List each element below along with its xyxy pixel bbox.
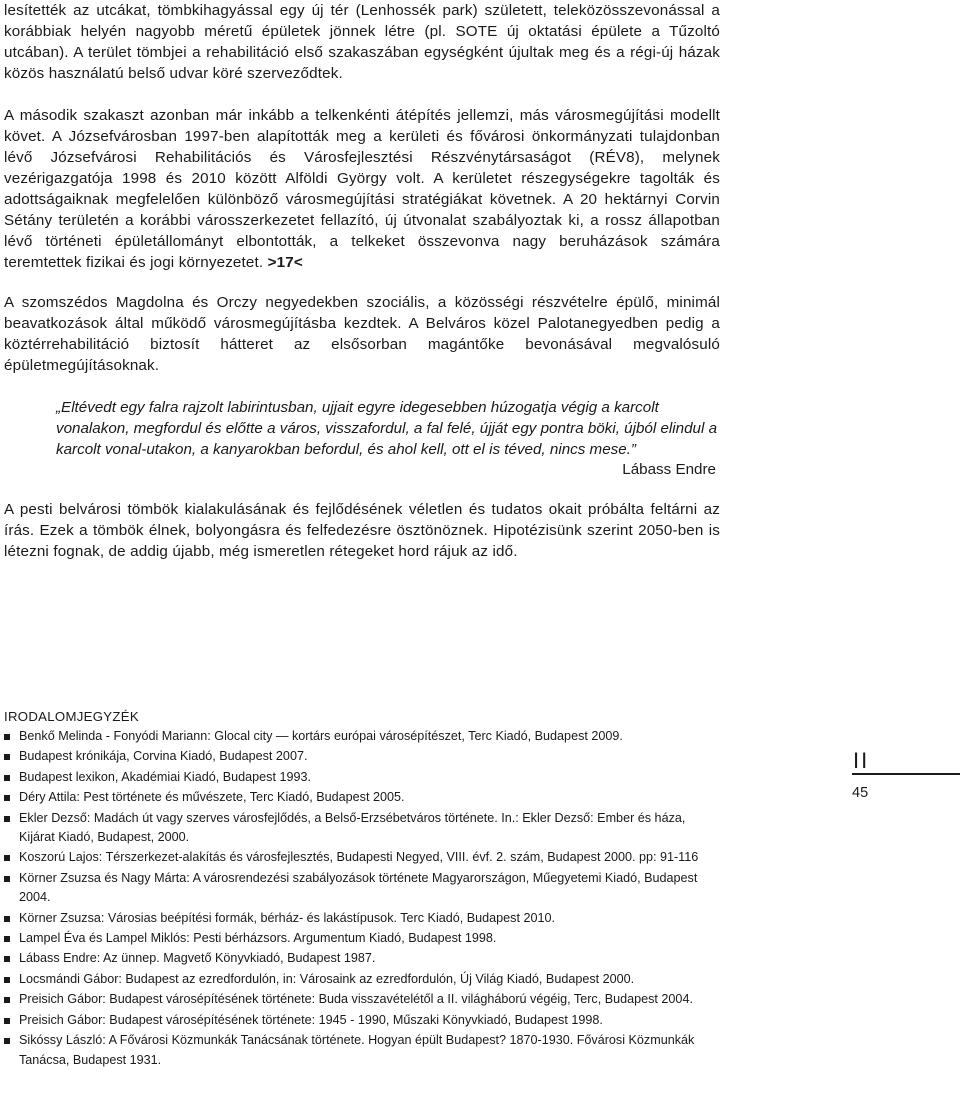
- bibliography-item: Preisich Gábor: Budapest városépítésének története: Buda visszavételétől a II. világháború végéig, Terc, Budapest 2004.: [0, 990, 720, 1009]
- paragraph-4: A pesti belvárosi tömbök kialakulásának és fejlődésének véletlen és tudatos okait próbálta feltárni az írás. Ezek a tömbök élnek, bolyongásra és felfedezésre ösztönöznek. Hipotézisünk szerint 2050-ben is létezni fognak, de addig újabb, még ismeretlen rétegeket hord rájuk az idő.: [4, 501, 720, 560]
- bibliography-item: Budapest lexikon, Akadémiai Kiadó, Budapest 1993.: [0, 768, 720, 787]
- bibliography-item: Locsmándi Gábor: Budapest az ezredfordulón, in: Városaink az ezredfordulón, Új Világ Kiadó, Budapest 2000.: [0, 970, 720, 989]
- chapter-mark: II: [853, 748, 870, 773]
- bibliography-item: Lábass Endre: Az ünnep. Magvető Könyvkiadó, Budapest 1987.: [0, 949, 720, 968]
- bibliography-item: Ekler Dezső: Madách út vagy szerves városfejlődés, a Belső-Erzsébetváros története. In.: Ekler Dezső: Ember és háza, Kijárat Kiadó, Budapest, 2000.: [0, 809, 720, 848]
- bibliography-item: Körner Zsuzsa: Városias beépítési formák, bérház- és lakástípusok. Terc Kiadó, Budapest 2010.: [0, 909, 720, 928]
- side-divider: [852, 773, 960, 775]
- bibliography-title: IRODALOMJEGYZÉK: [4, 709, 139, 724]
- bibliography-list: [0, 727, 720, 1071]
- bibliography-item: Sikóssy László: A Fővárosi Közmunkák Tanácsának története. Hogyan épült Budapest? 1870-1930. Fővárosi Közmunkák Tanácsa, Budapest 1931.: [0, 1031, 720, 1070]
- paragraph-2: [4, 105, 720, 273]
- page-number: 45: [852, 785, 869, 801]
- bibliography-item: Benkő Melinda - Fonyódi Mariann: Glocal city — kortárs európai városépítészet, Terc Kiadó, Budapest 2009.: [0, 727, 720, 746]
- bibliography-item: Déry Attila: Pest története és művészete, Terc Kiadó, Budapest 2005.: [0, 788, 720, 807]
- bibliography-item: Budapest krónikája, Corvina Kiadó, Budapest 2007.: [0, 747, 720, 766]
- quote-author: Lábass Endre: [622, 461, 716, 478]
- quote-text: „Eltévedt egy falra rajzolt labirintusban, ujjait egyre idegesebben húzogatja végig a karcolt vonalakon, megfordul és előtte a város, visszafordul, a fal felé, újját egy pontra böki, újból elindul a karcolt vonal-utakon, a kanyarokban befordul, és ahol kell, ott el is téved, nincs mese.”: [56, 399, 718, 458]
- paragraph-1: lesítették az utcákat, tömbkihagyással egy új tér (Lenhossék park) született, teleközösszevonással a korábbiak helyén nagyobb méretű épületek jönnek létre (pl. SOTE új oktatási épülete a Tűzoltó utcában). A terület tömbjei a rehabilitáció első szakaszában egységként újultak meg és a régi-új házak közös használatú belső udvar köré szerveződtek.: [4, 2, 720, 82]
- bibliography-item: Koszorú Lajos: Térszerkezet-alakítás és városfejlesztés, Budapesti Negyed, VIII. évf. 2. szám, Budapest 2000. pp: 91-116: [0, 848, 720, 867]
- bibliography-item: Körner Zsuzsa és Nagy Márta: A városrendezési szabályozások története Magyarországon, Műegyetemi Kiadó, Budapest 2004.: [0, 869, 720, 908]
- paragraph-2-text: A második szakaszt azonban már inkább a telkenkénti átépítés jellemzi, más városmegújítási modellt követ. A Józsefvárosban 1997-ben alapították meg a kerületi és fővárosi önkormányzati tulajdonban lévő Józsefvárosi Rehabilitációs és Városfejlesztési Részvénytársaságot (RÉV8), melynek vezérigazgatója 1998 és 2010 között Alföldi György volt. A kerületet részegységekre tagolták és adottságaiknak megfelelően különböző városmegújítási stratégiákat követnek. A 20 hektárnyi Corvin Sétány területén a korábbi városszerkezetet fellazító, új útvonalat szabályoztak ki, a rossz állapotban lévő történeti épületállományt elbontották, a telkeket összevonva nagy beruházások számára teremtettek fizikai és jogi környezetet.: [4, 107, 720, 271]
- bibliography-item: Lampel Éva és Lampel Miklós: Pesti bérházsors. Argumentum Kiadó, Budapest 1998.: [0, 929, 720, 948]
- bibliography-item: Preisich Gábor: Budapest városépítésének története: 1945 - 1990, Műszaki Könyvkiadó, Budapest 1998.: [0, 1011, 720, 1030]
- figure-reference: >17<: [267, 254, 303, 271]
- paragraph-3: A szomszédos Magdolna és Orczy negyedekben szociális, a közösségi részvételre épülő, minimál beavatkozások által működő városmegújításba kezdtek. A Belváros közel Palotanegyedben pedig a köztérrehabilitáció biztosít hátteret az elsősorban magántőke bevonásával megvalósuló épületmegújításoknak.: [4, 294, 720, 374]
